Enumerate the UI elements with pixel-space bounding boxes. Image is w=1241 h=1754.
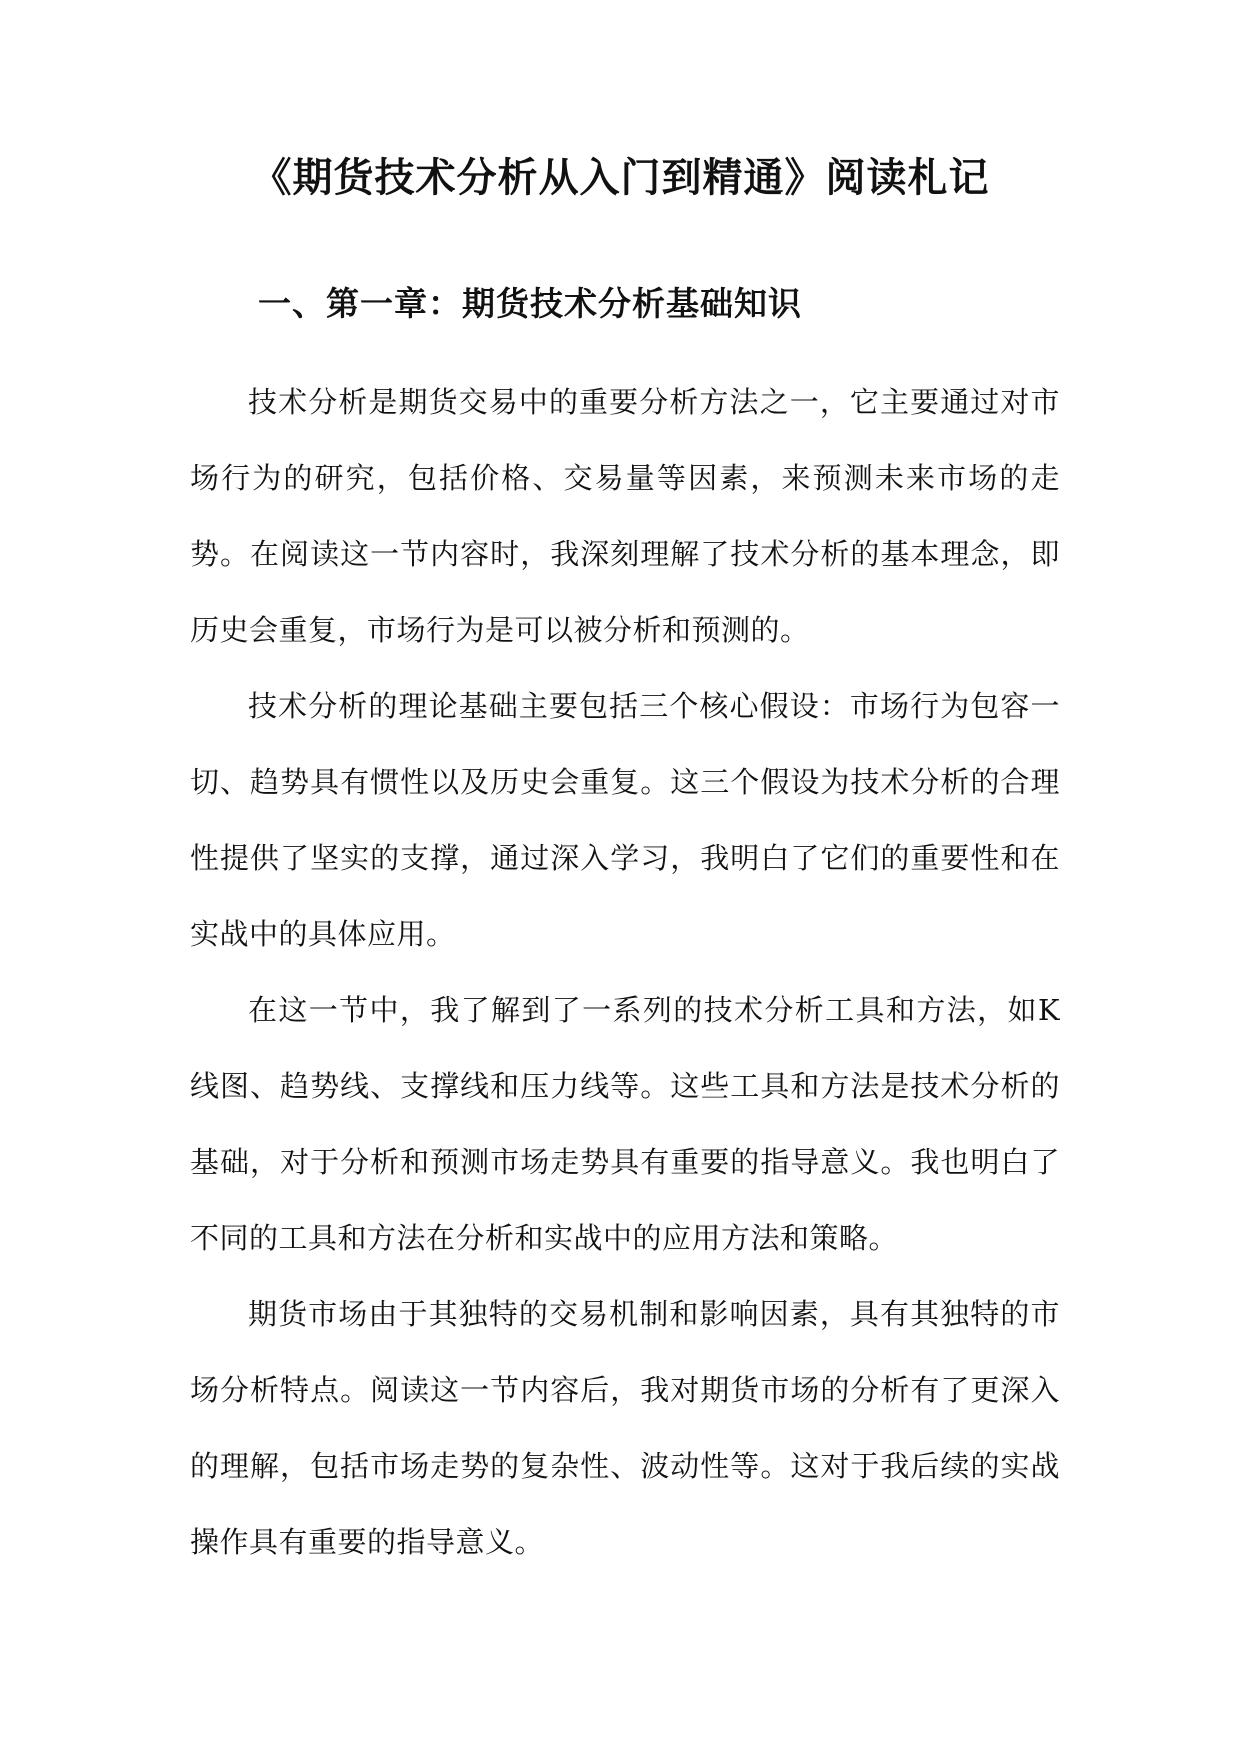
document-title: 《期货技术分析从入门到精通》阅读札记: [251, 155, 990, 201]
body-text: [190, 364, 1060, 1580]
paragraph-4: 期货市场由于其独特的交易机制和影响因素，具有其独特的市场分析特点。阅读这一节内容后，我对期货市场的分析有了更深入的理解，包括市场走势的复杂性、波动性等。这对于我后续的实战操作具有重要的指导意义。: [190, 1297, 1060, 1559]
paragraph-3: 在这一节中，我了解到了一系列的技术分析工具和方法，如K线图、趋势线、支撑线和压力线等。这些工具和方法是技术分析的基础，对于分析和预测市场走势具有重要的指导意义。我也明白了不同的工具和方法在分析和实战中的应用方法和策略。: [190, 993, 1060, 1255]
paragraph-2: 技术分析的理论基础主要包括三个核心假设：市场行为包容一切、趋势具有惯性以及历史会重复。这三个假设为技术分析的合理性提供了坚实的支撑，通过深入学习，我明白了它们的重要性和在实战中的具体应用。: [190, 689, 1060, 951]
paragraph-1: 技术分析是期货交易中的重要分析方法之一，它主要通过对市场行为的研究，包括价格、交易量等因素，来预测未来市场的走势。在阅读这一节内容时，我深刻理解了技术分析的基本理念，即历史会重复，市场行为是可以被分析和预测的。: [190, 385, 1060, 647]
section-heading: 一、第一章：期货技术分析基础知识: [258, 284, 802, 323]
